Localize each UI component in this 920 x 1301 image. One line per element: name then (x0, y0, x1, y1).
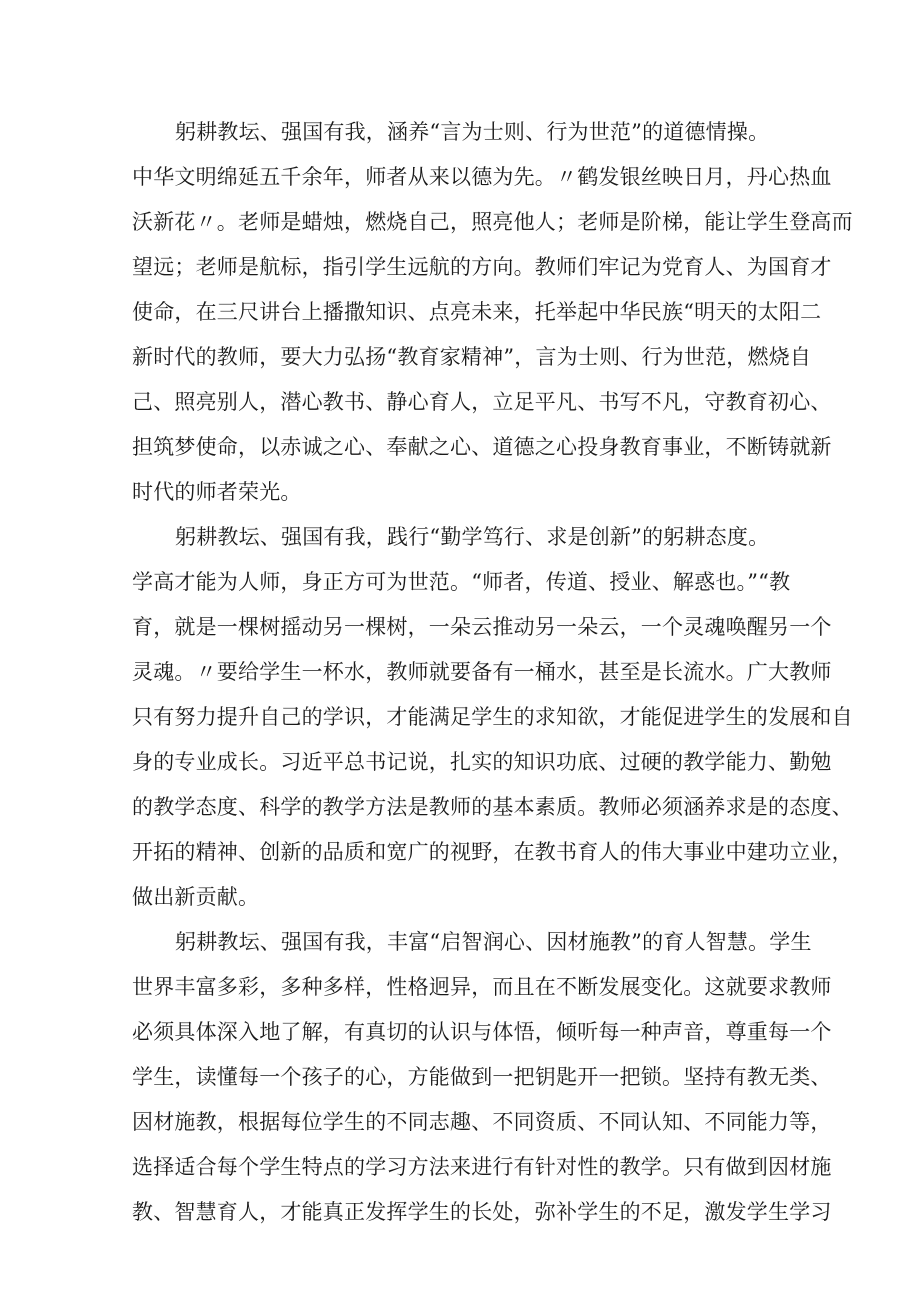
paragraph-2-line: 学高才能为人师，身正方可为世范。“师者，传道、授业、解惑也。”“教 (132, 570, 791, 594)
paragraph-1-line: 望远；老师是航标，指引学生远航的方向。教师们牢记为党育人、为国育才 (132, 255, 832, 279)
paragraph-2-line: 灵魂。〃要给学生一杯水，教师就要备有一桶水，甚至是长流水。广大教师 (132, 660, 832, 684)
paragraph-1-line: 沃新花〃。老师是蜡烛，燃烧自己，照亮他人；老师是阶梯，能让学生登高而 (132, 210, 853, 234)
paragraph-1-line: 时代的师者荣光。 (132, 480, 302, 504)
paragraph-3-line: 教、智慧育人，才能真正发挥学生的长处，弥补学生的不足，激发学生学习 (132, 1200, 832, 1224)
paragraph-1-line: 使命，在三尺讲台上播撒知识、点亮未来，托举起中华民族“明天的太阳二 (132, 300, 822, 324)
paragraph-3-line: 必须具体深入地了解，有真切的认识与体悟，倾听每一种声音，尊重每一个 (132, 1020, 832, 1044)
paragraph-3-line: 选择适合每个学生特点的学习方法来进行有针对性的教学。只有做到因材施 (132, 1155, 832, 1179)
paragraph-2-line: 做出新贡献。 (132, 885, 260, 909)
paragraph-1-line: 担筑梦使命，以赤诚之心、奉献之心、道德之心投身教育事业，不断铸就新 (132, 435, 832, 459)
paragraph-1-line: 新时代的教师，要大力弘扬“教育家精神”，言为士则、行为世范，燃烧自 (132, 345, 812, 369)
paragraph-3-line: 世界丰富多彩，多种多样，性格迥异，而且在不断发展变化。这就要求教师 (132, 975, 832, 999)
paragraph-2-line: 只有努力提升自己的学识，才能满足学生的求知欲，才能促进学生的发展和自 (132, 705, 853, 729)
paragraph-1-line: 己、照亮别人，潜心教书、静心育人，立足平凡、书写不凡，守教育初心、 (132, 390, 832, 414)
paragraph-2-line: 的教学态度、科学的教学方法是教师的基本素质。教师必须涵养求是的态度、 (132, 795, 853, 819)
paragraph-2-line: 开拓的精神、创新的品质和宽广的视野，在教书育人的伟大事业中建功立业， (132, 840, 853, 864)
paragraph-3-line: 学生，读懂每一个孩子的心，方能做到一把钥匙开一把锁。坚持有教无类、 (132, 1065, 832, 1089)
paragraph-1-heading: 躬耕教坛、强国有我，涵养“言为士则、行为世范”的道德情操。 (175, 120, 770, 144)
paragraph-2-line: 身的专业成长。习近平总书记说，扎实的知识功底、过硬的教学能力、勤勉 (132, 750, 832, 774)
paragraph-3-heading: 躬耕教坛、强国有我，丰富“启智润心、因材施教”的育人智慧。学生 (175, 930, 812, 954)
paragraph-2-line: 育，就是一棵树摇动另一棵树，一朵云推动另一朵云，一个灵魂唤醒另一个 (132, 615, 832, 639)
paragraph-3-line: 因材施教，根据每位学生的不同志趣、不同资质、不同认知、不同能力等， (132, 1110, 832, 1134)
paragraph-1-line: 中华文明绵延五千余年，师者从来以德为先。〃鹤发银丝映日月，丹心热血 (132, 165, 832, 189)
paragraph-2-heading: 躬耕教坛、强国有我，践行“勤学笃行、求是创新”的躬耕态度。 (175, 525, 770, 549)
